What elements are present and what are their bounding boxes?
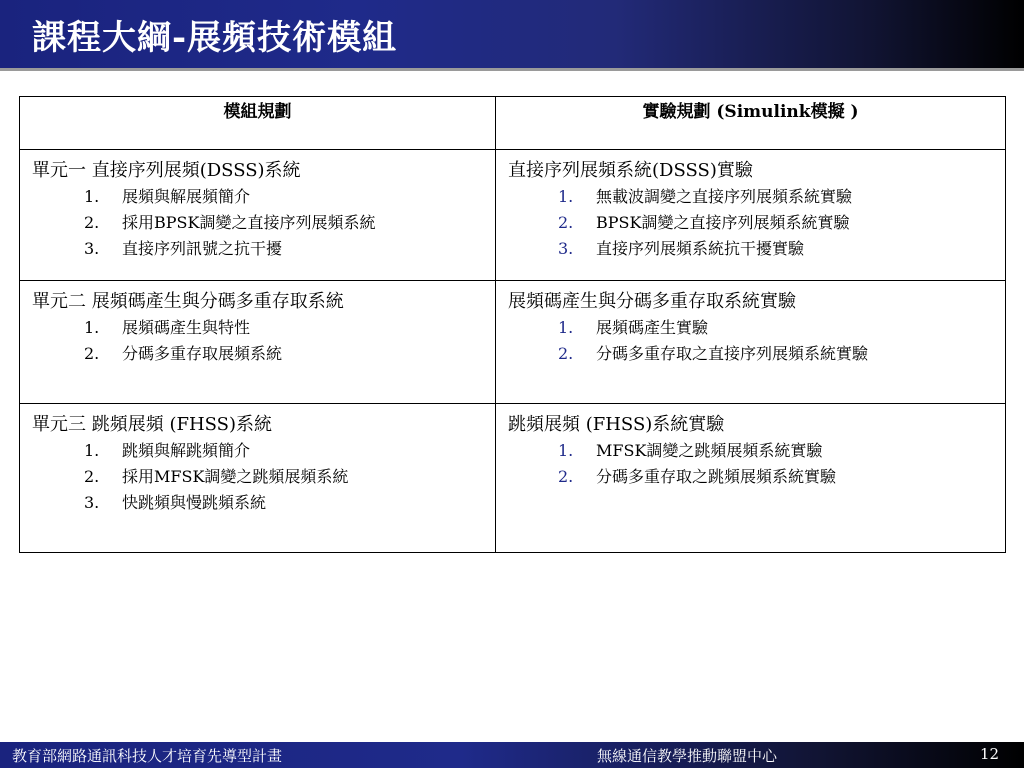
item-text: 快跳頻與慢跳頻系統 [122,493,267,512]
list-item [508,210,993,236]
slide-title: 課程大綱-展頻技術模組 [32,18,398,58]
item-text: 分碼多重存取展頻系統 [122,344,283,363]
item-text: 跳頻與解跳頻簡介 [122,441,251,460]
list-item [32,438,483,464]
item-text: 分碼多重存取之直接序列展頻系統實驗 [596,344,869,363]
unit-title: 單元一 直接序列展頻(DSSS)系統 [32,160,301,181]
module-cell [20,404,496,553]
list-item [32,236,483,262]
list-item [32,490,483,516]
footer-program-name: 教育部網路通訊科技人才培育先導型計畫 [12,747,283,765]
module-cell [20,150,496,281]
item-text: MFSK調變之跳頻展頻系統實驗 [596,441,823,460]
lab-title: 跳頻展頻 (FHSS)系統實驗 [508,414,725,435]
page-number: 12 [980,745,1000,763]
item-number: 2. [84,344,100,363]
table-row [20,281,1006,404]
list-item [508,236,993,262]
footer-bar [0,742,1024,768]
list-item [32,210,483,236]
lab-cell [496,404,1006,553]
table-row [20,150,1006,281]
footer-center-name: 無線通信教學推動聯盟中心 [597,747,778,765]
item-number: 1. [558,441,574,460]
unit-title: 單元二 展頻碼產生與分碼多重存取系統 [32,291,344,312]
item-number: 1. [84,187,100,206]
item-number: 3. [84,493,100,512]
item-number: 2. [84,467,100,486]
item-number: 1. [558,318,574,337]
title-divider [0,68,1024,71]
item-text: 展頻與解展頻簡介 [122,187,251,206]
item-text: 直接序列展頻系統抗干擾實驗 [596,239,805,258]
item-text: BPSK調變之直接序列展頻系統實驗 [596,213,850,232]
list-item [508,464,993,490]
list-item [508,184,993,210]
item-text: 展頻碼產生實驗 [596,318,709,337]
list-item [32,341,483,367]
item-text: 直接序列訊號之抗干擾 [122,239,283,258]
lab-cell [496,281,1006,404]
header-lab-plan: 實驗規劃 (Simulink模擬 ) [496,97,1006,150]
lab-title: 展頻碼產生與分碼多重存取系統實驗 [508,291,796,312]
item-number: 1. [84,441,100,460]
lab-cell [496,150,1006,281]
list-item [32,184,483,210]
list-item [508,315,993,341]
curriculum-table [19,96,1006,553]
item-number: 2. [84,213,100,232]
item-text: 分碼多重存取之跳頻展頻系統實驗 [596,467,837,486]
item-text: 展頻碼產生與特性 [122,318,251,337]
table-row [20,404,1006,553]
list-item [508,438,993,464]
item-text: 採用BPSK調變之直接序列展頻系統 [122,213,376,232]
item-number: 1. [84,318,100,337]
item-number: 1. [558,187,574,206]
list-item [32,315,483,341]
item-number: 2. [558,344,574,363]
item-text: 採用MFSK調變之跳頻展頻系統 [122,467,349,486]
item-number: 2. [558,213,574,232]
item-number: 3. [84,239,100,258]
title-bar [0,0,1024,68]
lab-title: 直接序列展頻系統(DSSS)實驗 [508,160,753,181]
module-cell [20,281,496,404]
header-module-plan: 模組規劃 [20,97,496,150]
table-header-row [20,97,1006,150]
item-number: 2. [558,467,574,486]
unit-title: 單元三 跳頻展頻 (FHSS)系統 [32,414,273,435]
item-text: 無載波調變之直接序列展頻系統實驗 [596,187,853,206]
list-item [32,464,483,490]
list-item [508,341,993,367]
item-number: 3. [558,239,574,258]
